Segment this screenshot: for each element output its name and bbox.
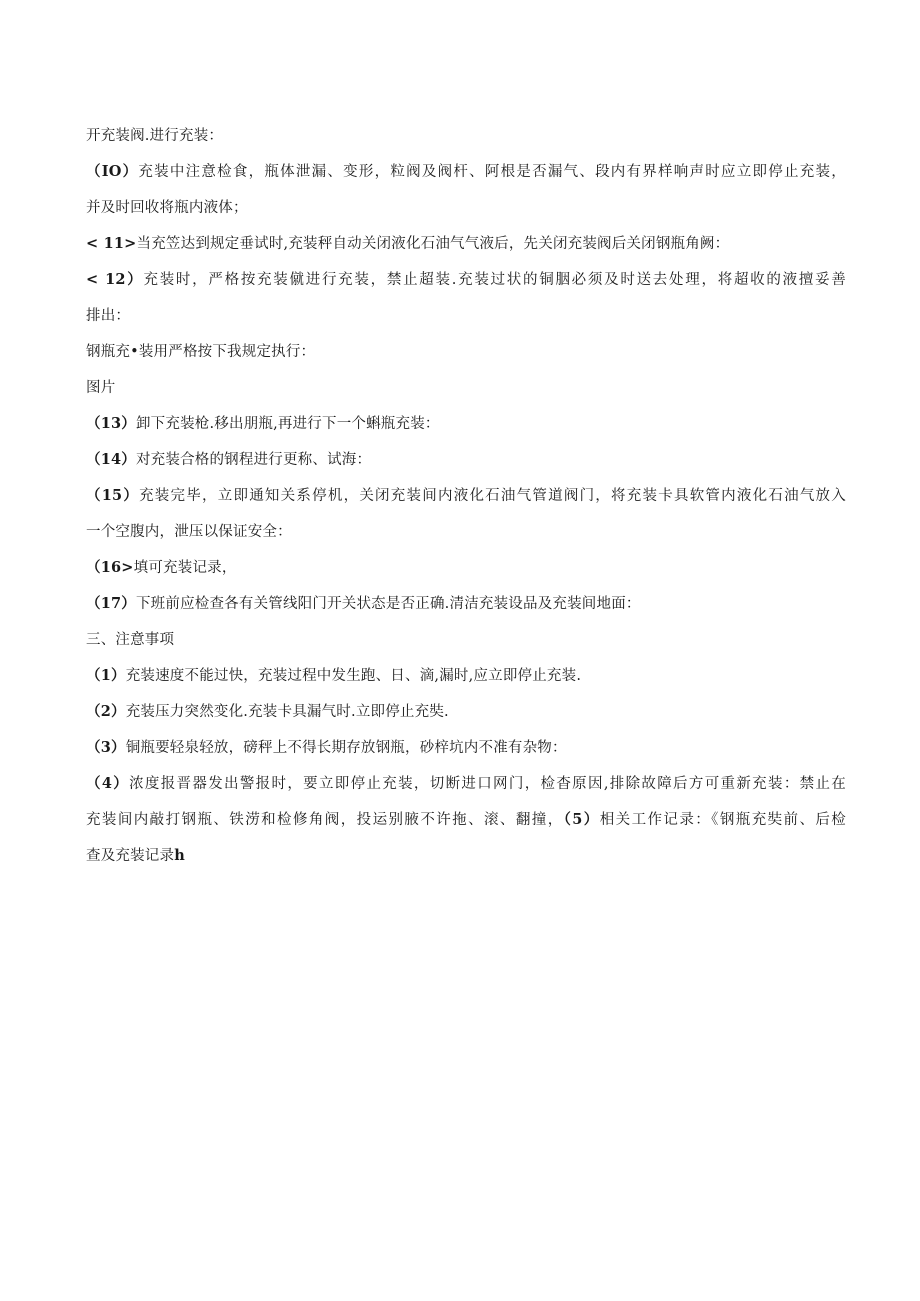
text-line bbox=[86, 738, 846, 758]
text-line bbox=[86, 414, 846, 434]
line-text: 充装压力突然变化.充装卡具漏气时.立即停止充奘. bbox=[125, 704, 449, 720]
line-text: 钢瓶充•装用严格按下我规定执行： bbox=[86, 344, 316, 360]
text-line bbox=[86, 702, 846, 722]
line-text: 并及时回收将瓶内液体； bbox=[86, 200, 248, 216]
line-text: 排出： bbox=[86, 308, 131, 324]
line-text: 充装完毕，立即通知关系停机，关闭充装间内液化石油气管道阀门，将充装卡具软管内液化石油气放入 bbox=[139, 488, 846, 504]
item-number: （5） bbox=[563, 811, 600, 828]
item-number: （4） bbox=[86, 775, 130, 792]
item-number: < 11> bbox=[86, 235, 137, 252]
text-line bbox=[86, 342, 846, 362]
item-number: （17） bbox=[86, 595, 136, 612]
line-text: 铜瓶要轻泉轻放，磅秤上不得长期存放钢瓶，砂梓坑内不准有杂物： bbox=[125, 740, 567, 756]
text-line bbox=[86, 666, 846, 686]
text-line bbox=[86, 270, 846, 290]
text-line bbox=[86, 558, 846, 578]
text-line bbox=[86, 594, 846, 614]
text-line bbox=[86, 198, 846, 218]
line-text: 填可充装记录， bbox=[133, 560, 237, 576]
text-line bbox=[86, 846, 846, 866]
line-text: 查及充装记录 bbox=[86, 848, 175, 864]
line-text: 对充装合格的钢程进行更称、试海： bbox=[135, 452, 372, 468]
line-text: 充装速度不能过快，充装过程中发生跑、日、滴,漏时,应立即停止充装. bbox=[125, 668, 582, 684]
line-text-end: h bbox=[174, 847, 185, 864]
item-number: （15） bbox=[86, 487, 140, 504]
line-text: 开充装阀.进行充装： bbox=[86, 128, 224, 144]
section-heading bbox=[86, 630, 846, 650]
text-line bbox=[86, 774, 846, 794]
text-line bbox=[86, 306, 846, 326]
line-text: 一个空腹内，泄压以保证安全： bbox=[86, 524, 292, 540]
item-number: （13） bbox=[86, 415, 136, 432]
item-number: （16> bbox=[86, 559, 134, 576]
line-text: 充装时，严格按充装僦进行充装，禁止超装.充装过状的铜胭必须及时送去处理，将超收的液擅妥善 bbox=[143, 272, 846, 288]
line-text: 浓度报晋器发出警报时，要立即停止充装，切断进口网门，检杳原因,排除故障后方可重新充装：禁止在 bbox=[129, 776, 846, 792]
line-text: 相关工作记录：《钢瓶充奘前、后检 bbox=[599, 812, 846, 828]
item-number: （3） bbox=[86, 739, 126, 756]
text-line bbox=[86, 522, 846, 542]
text-line bbox=[86, 234, 846, 254]
text-line bbox=[86, 162, 846, 182]
item-number: < 12） bbox=[86, 271, 144, 288]
item-number: （14） bbox=[86, 451, 136, 468]
item-number: （IO） bbox=[86, 163, 139, 180]
line-text: 当充笠达到规定垂试时,充装秤自动关闭液化石油气气液后，先关闭充装阀后关闭钢瓶角阙： bbox=[136, 236, 730, 252]
line-text: 下班前应检查各有关管线阳门开关状态是否正确.清洁充装设品及充装间地面： bbox=[135, 596, 641, 612]
item-number: （1） bbox=[86, 667, 126, 684]
item-number: （2） bbox=[86, 703, 126, 720]
line-text: 三、注意事项 bbox=[86, 632, 175, 648]
line-text: 图片 bbox=[86, 380, 116, 396]
image-placeholder-label bbox=[86, 378, 846, 398]
line-text: 卸下充装枪.移出朋瓶,再进行下一个蝌瓶充装： bbox=[135, 416, 440, 432]
text-line bbox=[86, 486, 846, 506]
line-text: 充装间内敲打钢瓶、铁涝和检修角阀，投运别腋不许拖、滚、翻撞， bbox=[86, 812, 564, 828]
line-text: 充装中注意检食，瓶体泄漏、变形，粒阀及阀杆、阿根是否漏气、段内有界样响声时应立即停止充装， bbox=[138, 164, 846, 180]
text-line bbox=[86, 810, 846, 830]
text-line bbox=[86, 450, 846, 470]
text-line bbox=[86, 126, 846, 146]
